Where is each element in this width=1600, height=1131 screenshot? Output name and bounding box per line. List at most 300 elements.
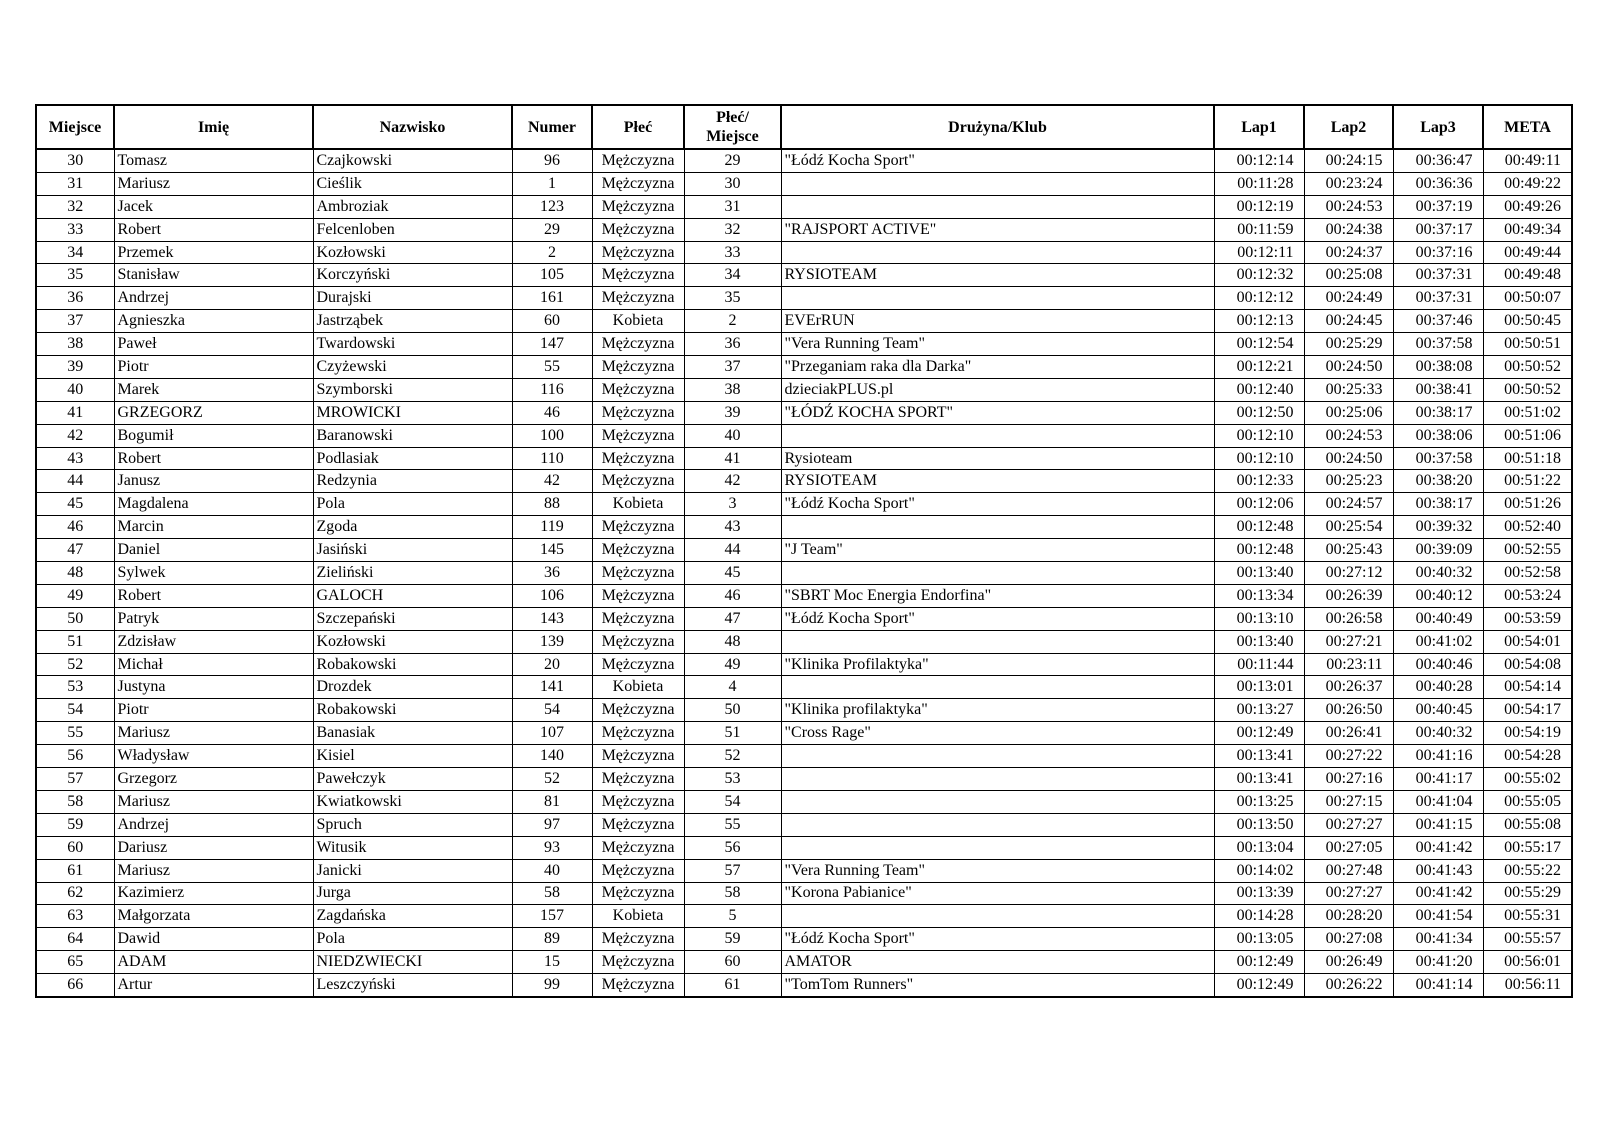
cell-lap3: 00:39:32 — [1393, 516, 1483, 539]
cell-place: 57 — [36, 768, 114, 791]
cell-club: "SBRT Moc Energia Endorfina" — [781, 584, 1214, 607]
cell-meta: 00:49:11 — [1483, 149, 1572, 172]
cell-lap1: 00:12:11 — [1214, 241, 1304, 264]
cell-gender-place: 35 — [684, 287, 781, 310]
col-header-lap2: Lap2 — [1304, 105, 1393, 149]
cell-number: 81 — [512, 790, 592, 813]
cell-gender: Mężczyzna — [592, 836, 684, 859]
cell-last-name: Durajski — [313, 287, 512, 310]
cell-last-name: Ambroziak — [313, 195, 512, 218]
cell-first-name: Mariusz — [114, 859, 313, 882]
cell-number: 52 — [512, 768, 592, 791]
cell-last-name: Robakowski — [313, 653, 512, 676]
cell-first-name: Stanisław — [114, 264, 313, 287]
cell-place: 47 — [36, 539, 114, 562]
cell-gender: Mężczyzna — [592, 790, 684, 813]
cell-lap3: 00:41:15 — [1393, 813, 1483, 836]
cell-number: 58 — [512, 882, 592, 905]
cell-gender-place: 43 — [684, 516, 781, 539]
cell-club: "ŁÓDŹ KOCHA SPORT" — [781, 401, 1214, 424]
cell-first-name: Marek — [114, 378, 313, 401]
cell-last-name: Zieliński — [313, 562, 512, 585]
cell-lap1: 00:13:25 — [1214, 790, 1304, 813]
cell-number: 96 — [512, 149, 592, 172]
cell-gender: Mężczyzna — [592, 172, 684, 195]
table-row — [36, 630, 1572, 653]
cell-meta: 00:55:02 — [1483, 768, 1572, 791]
cell-club — [781, 172, 1214, 195]
cell-first-name: Paweł — [114, 333, 313, 356]
cell-lap1: 00:13:10 — [1214, 607, 1304, 630]
cell-lap1: 00:12:10 — [1214, 424, 1304, 447]
cell-lap2: 00:23:24 — [1304, 172, 1393, 195]
cell-gender-place: 61 — [684, 974, 781, 997]
cell-last-name: Jurga — [313, 882, 512, 905]
cell-first-name: Dariusz — [114, 836, 313, 859]
cell-last-name: Pola — [313, 493, 512, 516]
cell-number: 20 — [512, 653, 592, 676]
cell-gender: Mężczyzna — [592, 584, 684, 607]
cell-lap1: 00:13:39 — [1214, 882, 1304, 905]
cell-lap2: 00:26:58 — [1304, 607, 1393, 630]
cell-number: 123 — [512, 195, 592, 218]
table-row — [36, 722, 1572, 745]
cell-lap1: 00:13:50 — [1214, 813, 1304, 836]
cell-number: 107 — [512, 722, 592, 745]
cell-gender: Mężczyzna — [592, 882, 684, 905]
table-row — [36, 653, 1572, 676]
cell-lap2: 00:25:08 — [1304, 264, 1393, 287]
cell-gender-place: 57 — [684, 859, 781, 882]
table-row — [36, 905, 1572, 928]
cell-number: 161 — [512, 287, 592, 310]
cell-place: 32 — [36, 195, 114, 218]
cell-first-name: GRZEGORZ — [114, 401, 313, 424]
col-header-meta: META — [1483, 105, 1572, 149]
cell-gender-place: 44 — [684, 539, 781, 562]
cell-meta: 00:49:26 — [1483, 195, 1572, 218]
cell-gender: Mężczyzna — [592, 813, 684, 836]
cell-lap1: 00:12:50 — [1214, 401, 1304, 424]
table-header — [36, 105, 1572, 149]
col-header-last-name: Nazwisko — [313, 105, 512, 149]
cell-lap2: 00:24:38 — [1304, 218, 1393, 241]
cell-gender: Mężczyzna — [592, 378, 684, 401]
cell-gender-place: 59 — [684, 928, 781, 951]
cell-lap3: 00:40:49 — [1393, 607, 1483, 630]
table-row — [36, 447, 1572, 470]
cell-place: 46 — [36, 516, 114, 539]
cell-lap3: 00:37:58 — [1393, 333, 1483, 356]
table-row — [36, 745, 1572, 768]
cell-place: 65 — [36, 951, 114, 974]
cell-club — [781, 630, 1214, 653]
cell-lap1: 00:11:28 — [1214, 172, 1304, 195]
cell-lap3: 00:37:58 — [1393, 447, 1483, 470]
cell-lap2: 00:25:43 — [1304, 539, 1393, 562]
cell-gender-place: 34 — [684, 264, 781, 287]
cell-first-name: Robert — [114, 584, 313, 607]
cell-number: 119 — [512, 516, 592, 539]
cell-lap1: 00:13:34 — [1214, 584, 1304, 607]
cell-lap2: 00:24:45 — [1304, 310, 1393, 333]
cell-first-name: ADAM — [114, 951, 313, 974]
cell-meta: 00:49:44 — [1483, 241, 1572, 264]
cell-lap3: 00:38:20 — [1393, 470, 1483, 493]
cell-club — [781, 745, 1214, 768]
cell-lap3: 00:41:17 — [1393, 768, 1483, 791]
cell-gender-place: 60 — [684, 951, 781, 974]
cell-club: "Przeganiam raka dla Darka" — [781, 356, 1214, 379]
cell-place: 37 — [36, 310, 114, 333]
cell-meta: 00:55:05 — [1483, 790, 1572, 813]
table-row — [36, 333, 1572, 356]
cell-place: 52 — [36, 653, 114, 676]
cell-lap3: 00:38:17 — [1393, 401, 1483, 424]
cell-lap1: 00:12:21 — [1214, 356, 1304, 379]
cell-lap2: 00:27:27 — [1304, 882, 1393, 905]
cell-gender-place: 38 — [684, 378, 781, 401]
cell-meta: 00:55:08 — [1483, 813, 1572, 836]
cell-first-name: Mariusz — [114, 172, 313, 195]
cell-lap2: 00:26:39 — [1304, 584, 1393, 607]
cell-first-name: Kazimierz — [114, 882, 313, 905]
cell-lap1: 00:12:13 — [1214, 310, 1304, 333]
col-header-lap3: Lap3 — [1393, 105, 1483, 149]
cell-lap2: 00:27:12 — [1304, 562, 1393, 585]
cell-place: 49 — [36, 584, 114, 607]
cell-number: 143 — [512, 607, 592, 630]
cell-lap3: 00:38:06 — [1393, 424, 1483, 447]
cell-last-name: Cieślik — [313, 172, 512, 195]
cell-meta: 00:49:48 — [1483, 264, 1572, 287]
cell-gender: Mężczyzna — [592, 722, 684, 745]
cell-number: 42 — [512, 470, 592, 493]
cell-last-name: Szymborski — [313, 378, 512, 401]
cell-lap2: 00:26:50 — [1304, 699, 1393, 722]
cell-lap1: 00:12:12 — [1214, 287, 1304, 310]
cell-meta: 00:50:07 — [1483, 287, 1572, 310]
cell-gender: Mężczyzna — [592, 928, 684, 951]
cell-first-name: Grzegorz — [114, 768, 313, 791]
cell-first-name: Dawid — [114, 928, 313, 951]
cell-number: 157 — [512, 905, 592, 928]
cell-club: "J Team" — [781, 539, 1214, 562]
cell-place: 62 — [36, 882, 114, 905]
cell-club: RYSIOTEAM — [781, 470, 1214, 493]
cell-lap2: 00:24:49 — [1304, 287, 1393, 310]
cell-last-name: Zgoda — [313, 516, 512, 539]
cell-number: 100 — [512, 424, 592, 447]
cell-lap1: 00:12:06 — [1214, 493, 1304, 516]
cell-number: 106 — [512, 584, 592, 607]
cell-club: "Vera Running Team" — [781, 859, 1214, 882]
cell-first-name: Piotr — [114, 356, 313, 379]
cell-gender-place: 41 — [684, 447, 781, 470]
cell-lap1: 00:13:04 — [1214, 836, 1304, 859]
cell-lap3: 00:41:16 — [1393, 745, 1483, 768]
cell-place: 34 — [36, 241, 114, 264]
cell-place: 44 — [36, 470, 114, 493]
cell-gender: Mężczyzna — [592, 653, 684, 676]
cell-number: 105 — [512, 264, 592, 287]
cell-club — [781, 768, 1214, 791]
cell-gender: Mężczyzna — [592, 630, 684, 653]
cell-lap2: 00:24:50 — [1304, 356, 1393, 379]
cell-meta: 00:54:17 — [1483, 699, 1572, 722]
cell-meta: 00:55:31 — [1483, 905, 1572, 928]
cell-club — [781, 790, 1214, 813]
cell-meta: 00:52:58 — [1483, 562, 1572, 585]
table-row — [36, 882, 1572, 905]
cell-club: "Korona Pabianice" — [781, 882, 1214, 905]
cell-number: 140 — [512, 745, 592, 768]
cell-meta: 00:50:45 — [1483, 310, 1572, 333]
table-row — [36, 218, 1572, 241]
cell-meta: 00:56:01 — [1483, 951, 1572, 974]
cell-meta: 00:55:57 — [1483, 928, 1572, 951]
cell-place: 56 — [36, 745, 114, 768]
cell-number: 139 — [512, 630, 592, 653]
cell-meta: 00:54:28 — [1483, 745, 1572, 768]
cell-lap3: 00:40:32 — [1393, 722, 1483, 745]
cell-number: 93 — [512, 836, 592, 859]
table-row — [36, 813, 1572, 836]
table-row — [36, 401, 1572, 424]
cell-gender: Mężczyzna — [592, 149, 684, 172]
cell-number: 1 — [512, 172, 592, 195]
cell-club: AMATOR — [781, 951, 1214, 974]
col-header-gender: Płeć — [592, 105, 684, 149]
cell-last-name: Baranowski — [313, 424, 512, 447]
cell-number: 88 — [512, 493, 592, 516]
cell-number: 29 — [512, 218, 592, 241]
cell-last-name: Czyżewski — [313, 356, 512, 379]
cell-first-name: Tomasz — [114, 149, 313, 172]
cell-gender-place: 45 — [684, 562, 781, 585]
cell-first-name: Piotr — [114, 699, 313, 722]
cell-meta: 00:54:19 — [1483, 722, 1572, 745]
cell-last-name: Jasiński — [313, 539, 512, 562]
table-row — [36, 584, 1572, 607]
cell-gender-place: 55 — [684, 813, 781, 836]
cell-last-name: Janicki — [313, 859, 512, 882]
cell-gender: Kobieta — [592, 676, 684, 699]
cell-lap2: 00:26:49 — [1304, 951, 1393, 974]
table-body — [36, 149, 1572, 997]
table-row — [36, 172, 1572, 195]
table-row — [36, 356, 1572, 379]
cell-lap1: 00:13:05 — [1214, 928, 1304, 951]
cell-lap3: 00:39:09 — [1393, 539, 1483, 562]
cell-number: 89 — [512, 928, 592, 951]
col-header-gender-place — [684, 105, 781, 149]
cell-meta: 00:55:29 — [1483, 882, 1572, 905]
cell-first-name: Andrzej — [114, 813, 313, 836]
table-row — [36, 310, 1572, 333]
cell-lap3: 00:37:16 — [1393, 241, 1483, 264]
cell-lap1: 00:13:41 — [1214, 768, 1304, 791]
cell-first-name: Agnieszka — [114, 310, 313, 333]
cell-place: 35 — [36, 264, 114, 287]
cell-lap3: 00:41:43 — [1393, 859, 1483, 882]
cell-lap3: 00:40:46 — [1393, 653, 1483, 676]
table-row — [36, 951, 1572, 974]
cell-lap1: 00:11:44 — [1214, 653, 1304, 676]
cell-lap2: 00:26:41 — [1304, 722, 1393, 745]
cell-gender-place: 50 — [684, 699, 781, 722]
cell-gender-place: 4 — [684, 676, 781, 699]
cell-last-name: Banasiak — [313, 722, 512, 745]
cell-gender-place: 49 — [684, 653, 781, 676]
cell-lap3: 00:37:19 — [1393, 195, 1483, 218]
cell-lap2: 00:24:37 — [1304, 241, 1393, 264]
cell-meta: 00:51:02 — [1483, 401, 1572, 424]
cell-club: "TomTom Runners" — [781, 974, 1214, 997]
cell-lap3: 00:41:42 — [1393, 836, 1483, 859]
cell-place: 43 — [36, 447, 114, 470]
cell-gender: Kobieta — [592, 310, 684, 333]
cell-gender: Mężczyzna — [592, 287, 684, 310]
cell-last-name: Drozdek — [313, 676, 512, 699]
cell-place: 63 — [36, 905, 114, 928]
cell-lap2: 00:25:06 — [1304, 401, 1393, 424]
cell-club: RYSIOTEAM — [781, 264, 1214, 287]
cell-lap3: 00:38:08 — [1393, 356, 1483, 379]
cell-lap2: 00:27:16 — [1304, 768, 1393, 791]
table-row — [36, 974, 1572, 997]
cell-last-name: NIEDZWIECKI — [313, 951, 512, 974]
cell-gender-place: 2 — [684, 310, 781, 333]
col-header-number: Numer — [512, 105, 592, 149]
cell-lap3: 00:41:20 — [1393, 951, 1483, 974]
cell-last-name: Kwiatkowski — [313, 790, 512, 813]
cell-place: 54 — [36, 699, 114, 722]
cell-lap3: 00:41:14 — [1393, 974, 1483, 997]
cell-lap3: 00:37:31 — [1393, 264, 1483, 287]
cell-last-name: Kisiel — [313, 745, 512, 768]
cell-meta: 00:49:22 — [1483, 172, 1572, 195]
cell-last-name: Pola — [313, 928, 512, 951]
col-header-club: Drużyna/Klub — [781, 105, 1214, 149]
cell-meta: 00:54:08 — [1483, 653, 1572, 676]
cell-place: 48 — [36, 562, 114, 585]
cell-lap1: 00:13:41 — [1214, 745, 1304, 768]
cell-number: 147 — [512, 333, 592, 356]
cell-gender: Mężczyzna — [592, 516, 684, 539]
cell-lap2: 00:27:27 — [1304, 813, 1393, 836]
cell-number: 46 — [512, 401, 592, 424]
cell-lap2: 00:25:29 — [1304, 333, 1393, 356]
cell-club: "Klinika profilaktyka" — [781, 699, 1214, 722]
cell-meta: 00:55:22 — [1483, 859, 1572, 882]
table-row — [36, 539, 1572, 562]
cell-lap3: 00:41:34 — [1393, 928, 1483, 951]
col-header-gender-place-line2: Miejsce — [706, 128, 759, 145]
cell-meta: 00:50:51 — [1483, 333, 1572, 356]
cell-first-name: Magdalena — [114, 493, 313, 516]
cell-lap3: 00:41:02 — [1393, 630, 1483, 653]
table-row — [36, 149, 1572, 172]
cell-place: 66 — [36, 974, 114, 997]
cell-place: 45 — [36, 493, 114, 516]
cell-gender: Mężczyzna — [592, 424, 684, 447]
cell-lap1: 00:13:01 — [1214, 676, 1304, 699]
col-header-gender-place-line1: Płeć/ — [716, 109, 749, 126]
cell-meta: 00:53:59 — [1483, 607, 1572, 630]
cell-lap2: 00:24:53 — [1304, 195, 1393, 218]
table-row — [36, 378, 1572, 401]
cell-first-name: Robert — [114, 218, 313, 241]
cell-last-name: Redzynia — [313, 470, 512, 493]
cell-lap1: 00:12:33 — [1214, 470, 1304, 493]
cell-gender: Mężczyzna — [592, 241, 684, 264]
cell-last-name: Witusik — [313, 836, 512, 859]
cell-lap2: 00:24:57 — [1304, 493, 1393, 516]
cell-last-name: GALOCH — [313, 584, 512, 607]
cell-gender-place: 53 — [684, 768, 781, 791]
cell-gender-place: 37 — [684, 356, 781, 379]
table-row — [36, 195, 1572, 218]
table-row — [36, 699, 1572, 722]
cell-lap2: 00:24:50 — [1304, 447, 1393, 470]
table-row — [36, 790, 1572, 813]
cell-gender-place: 48 — [684, 630, 781, 653]
cell-first-name: Justyna — [114, 676, 313, 699]
cell-gender-place: 52 — [684, 745, 781, 768]
cell-number: 54 — [512, 699, 592, 722]
cell-first-name: Michał — [114, 653, 313, 676]
results-table — [35, 104, 1573, 998]
cell-gender-place: 40 — [684, 424, 781, 447]
cell-gender: Mężczyzna — [592, 974, 684, 997]
cell-last-name: MROWICKI — [313, 401, 512, 424]
cell-last-name: Leszczyński — [313, 974, 512, 997]
cell-lap1: 00:13:40 — [1214, 630, 1304, 653]
cell-last-name: Czajkowski — [313, 149, 512, 172]
cell-first-name: Patryk — [114, 607, 313, 630]
cell-place: 31 — [36, 172, 114, 195]
cell-club: "Łódź Kocha Sport" — [781, 149, 1214, 172]
cell-number: 2 — [512, 241, 592, 264]
cell-gender: Mężczyzna — [592, 264, 684, 287]
cell-meta: 00:50:52 — [1483, 356, 1572, 379]
cell-gender-place: 42 — [684, 470, 781, 493]
cell-gender: Kobieta — [592, 905, 684, 928]
cell-gender: Kobieta — [592, 493, 684, 516]
cell-gender: Mężczyzna — [592, 562, 684, 585]
cell-first-name: Przemek — [114, 241, 313, 264]
cell-lap3: 00:40:32 — [1393, 562, 1483, 585]
cell-lap3: 00:37:46 — [1393, 310, 1483, 333]
cell-place: 42 — [36, 424, 114, 447]
cell-first-name: Władysław — [114, 745, 313, 768]
cell-lap2: 00:27:22 — [1304, 745, 1393, 768]
cell-gender: Mężczyzna — [592, 470, 684, 493]
cell-first-name: Sylwek — [114, 562, 313, 585]
cell-club — [781, 241, 1214, 264]
cell-meta: 00:51:18 — [1483, 447, 1572, 470]
table-row — [36, 241, 1572, 264]
cell-gender: Mężczyzna — [592, 447, 684, 470]
cell-lap3: 00:41:42 — [1393, 882, 1483, 905]
cell-place: 33 — [36, 218, 114, 241]
cell-club — [781, 287, 1214, 310]
cell-number: 141 — [512, 676, 592, 699]
cell-number: 40 — [512, 859, 592, 882]
cell-lap3: 00:40:12 — [1393, 584, 1483, 607]
cell-first-name: Robert — [114, 447, 313, 470]
